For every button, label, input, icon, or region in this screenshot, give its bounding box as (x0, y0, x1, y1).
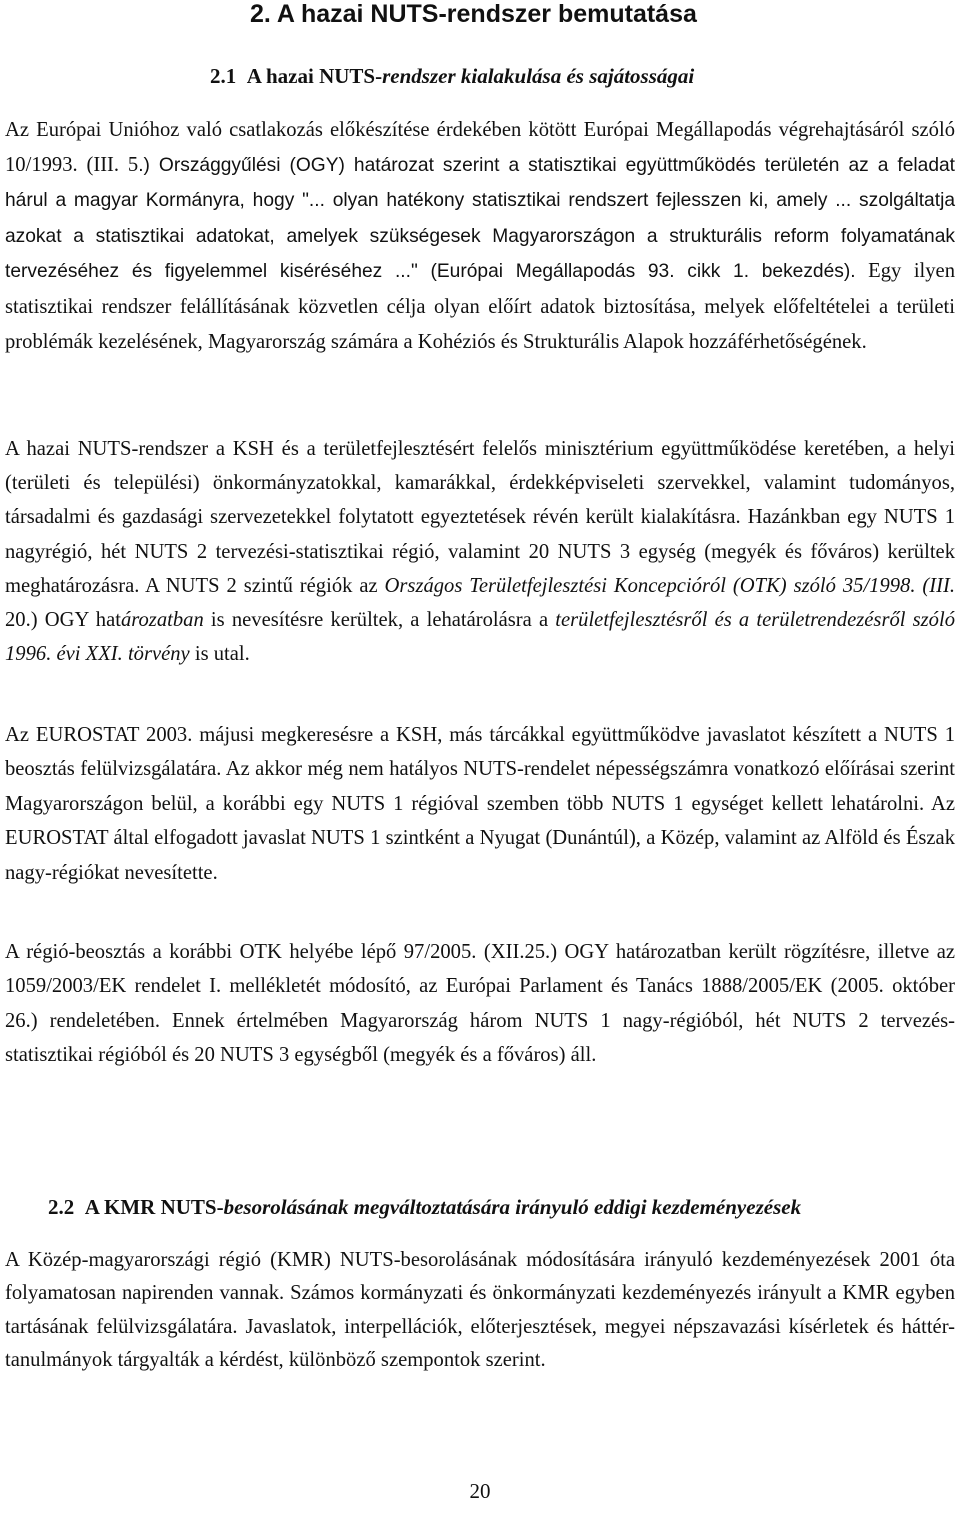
paragraph-1-part-3: Egy ilyen statisztikai rendszer felállításának közvetlen célja olyan előírt adatok biztosítása, melyek előfeltételei a területi problémák kezelésének, Magyarország számára a Kohéziós és Strukturális Alapok hozzáférhetőségének. (5, 260, 955, 353)
paragraph-2-italic-3: területfejlesztésről és a területrendezésről szóló 1996. évi XXI. törvény (5, 609, 955, 666)
paragraph-2-part-1: A hazai NUTS-rendszer a KSH és a területfejlesztésért felelős minisztérium együttműködése keretében, a helyi (területi és települési) önkormányzatokkal, kamarákkal, érdekképviseleti szervekkel, valamint tudományos, társadalmi és gazdasági szervezetekkel folytatott egyeztetések révén került kialakításra. Hazánkban egy NUTS 1 nagyrégió, hét NUTS 2 tervezési-statisztikai régió, valamint 20 NUTS 3 egység (megyék és főváros) kerültek meghatározásra. A NUTS 2 szintű régiók az (5, 438, 955, 597)
paragraph-2-italic-2: ározatban (120, 609, 204, 632)
paragraph-2-part-2: 20.) OGY hat (5, 609, 121, 632)
section-2-2-number: 2.2 (48, 1195, 75, 1219)
paragraph-2-part-4: is utal. (189, 643, 250, 666)
chapter-heading: 2. A hazai NUTS-rendszer bemutatása (250, 0, 697, 28)
paragraph-2-part-3: is nevesítésre kerültek, a lehatárolásra a (203, 609, 556, 632)
page-number: 20 (469, 1479, 491, 1503)
paragraph-eurostat: Az EUROSTAT 2003. májusi megkeresésre a KSH, más tárcákkal együttműködve javaslatot készített a NUTS 1 beosztás felülvizsgálatára. Az akkor még nem hatályos NUTS-rendelet népességszámra vonatkozó előírásai szerint Magyarországon belül, a korábbi egy NUTS 1 régióval szemben több NUTS 1 egységet kellett lehatárolni. Az EUROSTAT által elfogadott javaslat NUTS 1 szintként a Nyugat (Dunántúl), a Közép, valamint az Alföld és Észak nagy-régiókat nevesítette. (5, 724, 955, 884)
paragraph-1-quote: .) Országgyűlési (OGY) határozat szerint a statisztikai együttműködés területén az a feladat hárul a magyar Kormányra, hogy "... olyan hatékony statisztikai rendszert fejlesszen ki, amely ... szolgáltatja azokat a statisztikai adatokat, amelyek szükségesek Magyarországon a strukturális reform folyamatának tervezéséhez és figyelemmel kiséréséhez ..." (Európai Megállapodás 93. cikk 1. bekezdés). (5, 154, 955, 283)
section-2-2-title-italic: besorolásának megváltoztatására irányuló eddigi kezdeményezések (223, 1195, 802, 1219)
paragraph-kmr-initiatives: A Közép-magyarországi régió (KMR) NUTS-besorolásának módosítására irányuló kezdeményezések 2001 óta folyamatosan napirenden vannak. Számos kormányzati és önkormányzati kezdeményezés irányult a KMR egyben tartásának felülvizsgálatára. Javaslatok, interpellációk, előterjesztések, megyei népszavazási kísérletek és háttér-tanulmányok tárgyalták a kérdést, különböző szempontok szerint. (5, 1249, 955, 1371)
section-2-2-title-normal: A KMR NUTS- (84, 1195, 224, 1219)
section-2-1-title-italic: rendszer kialakulása és sajátosságai (382, 64, 695, 88)
paragraph-eu-agreement (5, 113, 955, 359)
paragraph-nuts-system (5, 432, 955, 671)
section-2-1-number: 2.1 (210, 64, 237, 88)
paragraph-2-italic-1: Országos Területfejlesztési Koncepcióról (OTK) szóló 35/1998. (III. (384, 574, 955, 597)
paragraph-region-division: A régió-beosztás a korábbi OTK helyébe lépő 97/2005. (XII.25.) OGY határozatban került rögzítésre, illetve az 1059/2003/EK rendelet I. mellékletét módosító, az Európai Parlament és Tanács 1888/2005/EK (2005. október 26.) rendeletében. Ennek értelmében Magyarország három NUTS 1 nagy-régióból, hét NUTS 2 tervezés-statisztikai régióból és 20 NUTS 3 egységből (megyék és a főváros) áll. (5, 941, 955, 1066)
section-2-1-heading (210, 60, 694, 92)
paragraph-1-part-1: Az Európai Unióhoz való csatlakozás előkészítése érdekében kötött Európai Megállapodás végrehajtásáról szóló 10/1993. (III. 5 (5, 119, 955, 176)
section-2-2-heading (48, 1190, 801, 1224)
section-2-1-title-normal: A hazai NUTS- (246, 64, 383, 88)
